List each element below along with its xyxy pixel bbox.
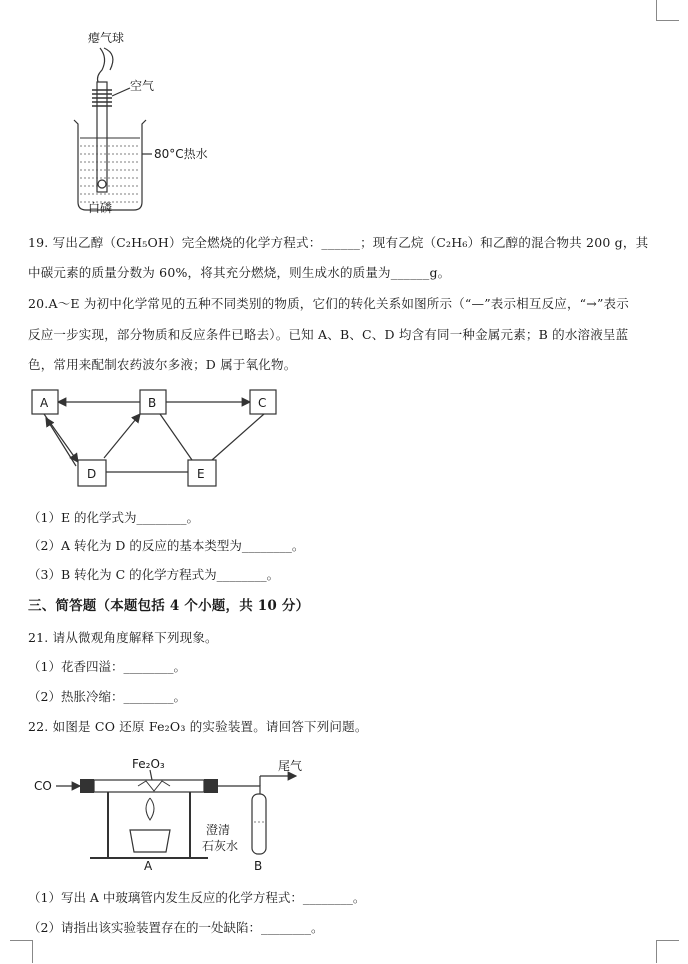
label-air: 空气 [130, 79, 155, 93]
label-co: CO [34, 779, 52, 793]
section-3-title: 三、简答题（本题包括 4 个小题，共 10 分） [28, 598, 310, 614]
stopper-right [204, 779, 218, 793]
beaker [74, 120, 146, 210]
flame [146, 798, 154, 820]
link-c-e [212, 414, 264, 460]
outlet-pipe [218, 786, 260, 794]
node-e [188, 460, 216, 486]
label-b: B [254, 859, 263, 873]
q20-sub-2: （2）A 转化为 D 的反应的基本类型为________。 [28, 538, 305, 553]
white-phosphorus [98, 180, 106, 188]
q22-sub-1: （1）写出 A 中玻璃管内发生反应的化学方程式：________。 [28, 890, 366, 905]
node-d [78, 460, 106, 486]
balloon-shape-edge [104, 48, 113, 70]
q22-sub-2: （2）请指出该实验装置存在的一处缺陷：________。 [28, 920, 324, 935]
label-tail: 尾气 [278, 759, 303, 773]
arrow-d-to-b [104, 414, 140, 458]
relation-diagram [20, 380, 300, 500]
q21-sub-2: （2）热胀冷缩：________。 [28, 689, 186, 704]
co-reduction-apparatus-figure [30, 748, 330, 876]
phosphorus-experiment-figure [60, 24, 250, 224]
label-fe2o3: Fe₂O₃ [132, 757, 165, 771]
label-phosphorus: 白磷 [88, 201, 113, 215]
q21-stem: 21. 请从微观角度解释下列现象。 [28, 630, 218, 645]
label-limewater-2: 石灰水 [202, 839, 239, 853]
q19-line-2: 中碳元素的质量分数为 60%，将其充分燃烧，则生成水的质量为______g。 [28, 265, 451, 280]
alcohol-lamp [130, 830, 170, 852]
corner-mark-top-right [656, 0, 679, 21]
node-c-label: C [258, 396, 267, 410]
q19-line-1: 19. 写出乙醇（C₂H₅OH）完全燃烧的化学方程式：______；现有乙烷（C₂H₆）和乙醇的混合物共 200 g，其 [28, 235, 649, 250]
node-b [140, 390, 166, 414]
corner-mark-bottom-left [10, 940, 33, 963]
node-e-label: E [197, 467, 205, 481]
q22-stem: 22. 如图是 CO 还原 Fe₂O₃ 的实验装置。请回答下列问题。 [28, 719, 368, 734]
node-a-label: A [40, 396, 49, 410]
node-c [250, 390, 276, 414]
node-a [32, 390, 58, 414]
q20-line-3: 色，常用来配制农药波尔多液；D 属于氧化物。 [28, 357, 297, 372]
node-b-label: B [148, 396, 157, 410]
q20-line-1: 20.A～E 为初中化学常见的五种不同类别的物质，它们的转化关系如图所示（“—”表示相互反应，“→”表示 [28, 296, 629, 311]
arrow-a-to-d [44, 414, 78, 462]
label-a: A [144, 859, 153, 873]
air-pointer [112, 88, 130, 96]
hot-water [80, 146, 140, 202]
q21-sub-1: （1）花香四溢：________。 [28, 659, 186, 674]
label-balloon: 瘪气球 [88, 31, 125, 45]
test-tube-b [252, 794, 266, 854]
q20-sub-1: （1）E 的化学式为________。 [28, 510, 200, 525]
arrow-d-to-a [46, 418, 76, 466]
label-limewater-1: 澄清 [206, 823, 231, 837]
label-water: 80°C热水 [154, 147, 208, 161]
node-d-label: D [87, 467, 97, 481]
fe2o3-pointer [150, 770, 152, 780]
q20-sub-3: （3）B 转化为 C 的化学方程式为________。 [28, 567, 280, 582]
stopper-left [80, 779, 94, 793]
glass-tube [94, 780, 204, 792]
link-b-e [160, 414, 192, 460]
balloon-shape [98, 48, 105, 82]
q20-line-2: 反应一步实现，部分物质和反应条件已略去）。已知 A、B、C、D 均含有同一种金属元素；B 的水溶液呈蓝 [28, 327, 629, 342]
corner-mark-bottom-right [656, 940, 679, 963]
